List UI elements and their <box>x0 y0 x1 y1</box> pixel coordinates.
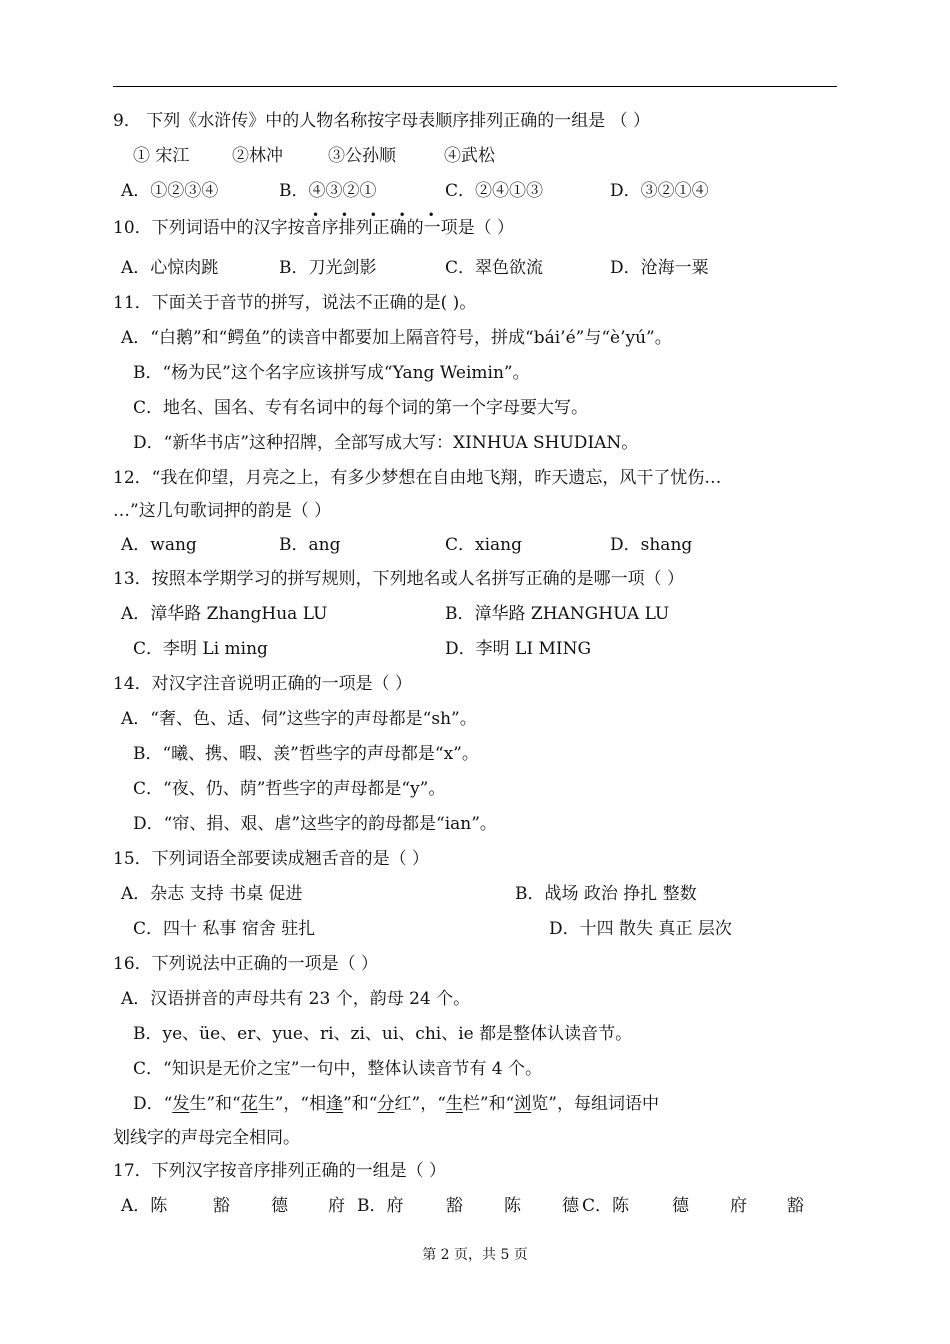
q9-stem: 9． 下列《水浒传》中的人物名称按字母表顺序排列正确的一组是 （ ） <box>113 111 651 131</box>
q16-d-text: 生”，“相 <box>257 1094 327 1114</box>
q11-option-a: A．“白鹅”和“鳄鱼”的读音中都要加上隔音符号，拼成“bái’é”与“è’yú”。 <box>121 328 672 348</box>
q17-cell: 豁 <box>213 1196 230 1216</box>
underlined-char: 生 <box>445 1094 463 1114</box>
q16-option-d <box>133 1094 659 1114</box>
q17-stem: 17．下列汉字按音序排列正确的一组是（ ） <box>113 1161 447 1181</box>
q14-option-a: A．“奢、色、适、伺”这些字的声母都是“sh”。 <box>121 709 477 729</box>
underlined-char: 浏 <box>514 1094 532 1114</box>
q9-item: ④武松 <box>444 146 495 166</box>
q15-option-b: B．战场 政治 挣扎 整数 <box>515 884 697 904</box>
q16-d-text: 生”和“ <box>189 1094 241 1114</box>
q12-option-b: B．ang <box>279 535 341 555</box>
q11-option-b: B．“杨为民”这个名字应该拼写成“Yang Weimin”。 <box>133 363 530 383</box>
q13-stem: 13．按照本学期学习的拼写规则，下列地名或人名拼写正确的是哪一项（ ） <box>113 569 685 589</box>
q17-cell: 豁 <box>446 1196 463 1216</box>
q17-cell: 府 <box>730 1196 747 1216</box>
q9-option-d: D．③②①④ <box>610 181 709 201</box>
q12-option-d: D．shang <box>610 535 693 555</box>
q11-option-c: C．地名、国名、专有名词中的每个词的第一个字母要大写。 <box>133 398 589 418</box>
q17-cell: 豁 <box>787 1196 804 1216</box>
q12-stem-line1: 12．“我在仰望，月亮之上，有多少梦想在自由地飞翔，昨天遗忘，风干了忧伤… <box>113 468 722 488</box>
q16-option-d-continued: 划线字的声母完全相同。 <box>113 1128 300 1148</box>
q10-option-b: B．刀光剑影 <box>279 258 377 278</box>
q16-d-text: 览”，每组词语中 <box>531 1094 659 1114</box>
q12-option-a: A．wang <box>121 535 197 555</box>
q14-stem: 14．对汉字注音说明正确的一项是（ ） <box>113 674 413 694</box>
header-rule <box>113 86 837 87</box>
q10-option-c: C．翠色欲流 <box>445 258 544 278</box>
q14-option-b: B．“曦、携、暇、羡”哲些字的声母都是“x”。 <box>133 744 479 764</box>
q17-cell: 德 <box>271 1196 288 1216</box>
q9-item: ① 宋江 <box>133 146 190 166</box>
q14-option-c: C．“夜、仍、荫”哲些字的声母都是“y”。 <box>133 779 446 799</box>
q9-option-a: A．①②③④ <box>121 181 219 201</box>
q10-stem: 10．下列词语中的汉字按音序排列正确的一项是（ ） <box>113 218 515 238</box>
q13-option-c: C．李明 Li ming <box>133 639 268 659</box>
q12-stem-line2: …”这几句歌词押的韵是（ ） <box>113 501 332 521</box>
q13-option-a: A．漳华路 ZhangHua LU <box>121 604 328 624</box>
q15-option-a: A．杂志 支持 书桌 促进 <box>121 884 303 904</box>
q17-cell: B．府 <box>357 1196 404 1216</box>
emphasis-dots: • • • • • <box>312 208 444 222</box>
q12-option-c: C．xiang <box>445 535 522 555</box>
q16-option-a: A．汉语拼音的声母共有 23 个，韵母 24 个。 <box>121 989 471 1009</box>
q16-d-text: ”和“ <box>343 1094 378 1114</box>
q9-option-b: B．④③②① <box>279 181 377 201</box>
q14-option-d: D．“帘、捐、艰、虐”这些字的韵母都是“ian”。 <box>133 814 497 834</box>
q17-cell: 府 <box>328 1196 345 1216</box>
underlined-char: 分 <box>377 1094 395 1114</box>
q17-cell: 德 <box>562 1196 579 1216</box>
q9-option-c: C．②④①③ <box>445 181 544 201</box>
q15-option-d: D．十四 散失 真正 层次 <box>549 919 732 939</box>
q11-option-d: D．“新华书店”这种招牌，全部写成大写：XINHUA SHUDIAN。 <box>133 433 639 453</box>
underlined-char: 逢 <box>326 1094 344 1114</box>
q15-stem: 15．下列词语全部要读成翘舌音的是（ ） <box>113 849 430 869</box>
underlined-char: 花 <box>240 1094 258 1114</box>
q16-d-text: 红”，“ <box>394 1094 446 1114</box>
q10-option-a: A．心惊肉跳 <box>121 258 219 278</box>
q13-option-d: D．李明 LI MING <box>445 639 592 659</box>
q16-stem: 16．下列说法中正确的一项是（ ） <box>113 954 379 974</box>
q9-item: ②林冲 <box>232 146 283 166</box>
q16-option-b: B．ye、üe、er、yue、ri、zi、ui、chi、ie 都是整体认读音节。 <box>133 1024 633 1044</box>
q10-option-d: D．沧海一粟 <box>610 258 709 278</box>
q17-cell: A．陈 <box>121 1196 168 1216</box>
q16-d-text: 栏”和“ <box>462 1094 515 1114</box>
q17-cell: 陈 <box>504 1196 521 1216</box>
q17-cell: C．陈 <box>582 1196 630 1216</box>
page-footer: 第 2 页，共 5 页 <box>422 1247 528 1263</box>
q17-cell: 德 <box>672 1196 689 1216</box>
q15-option-c: C．四十 私事 宿舍 驻扎 <box>133 919 316 939</box>
q16-d-text: D．“ <box>133 1094 173 1114</box>
q11-stem: 11．下面关于音节的拼写，说法不正确的是( )。 <box>113 293 477 313</box>
q13-option-b: B．漳华路 ZHANGHUA LU <box>445 604 670 624</box>
q9-item: ③公孙顺 <box>328 146 396 166</box>
q16-option-c: C．“知识是无价之宝”一句中，整体认读音节有 4 个。 <box>133 1059 543 1079</box>
underlined-char: 发 <box>172 1094 190 1114</box>
